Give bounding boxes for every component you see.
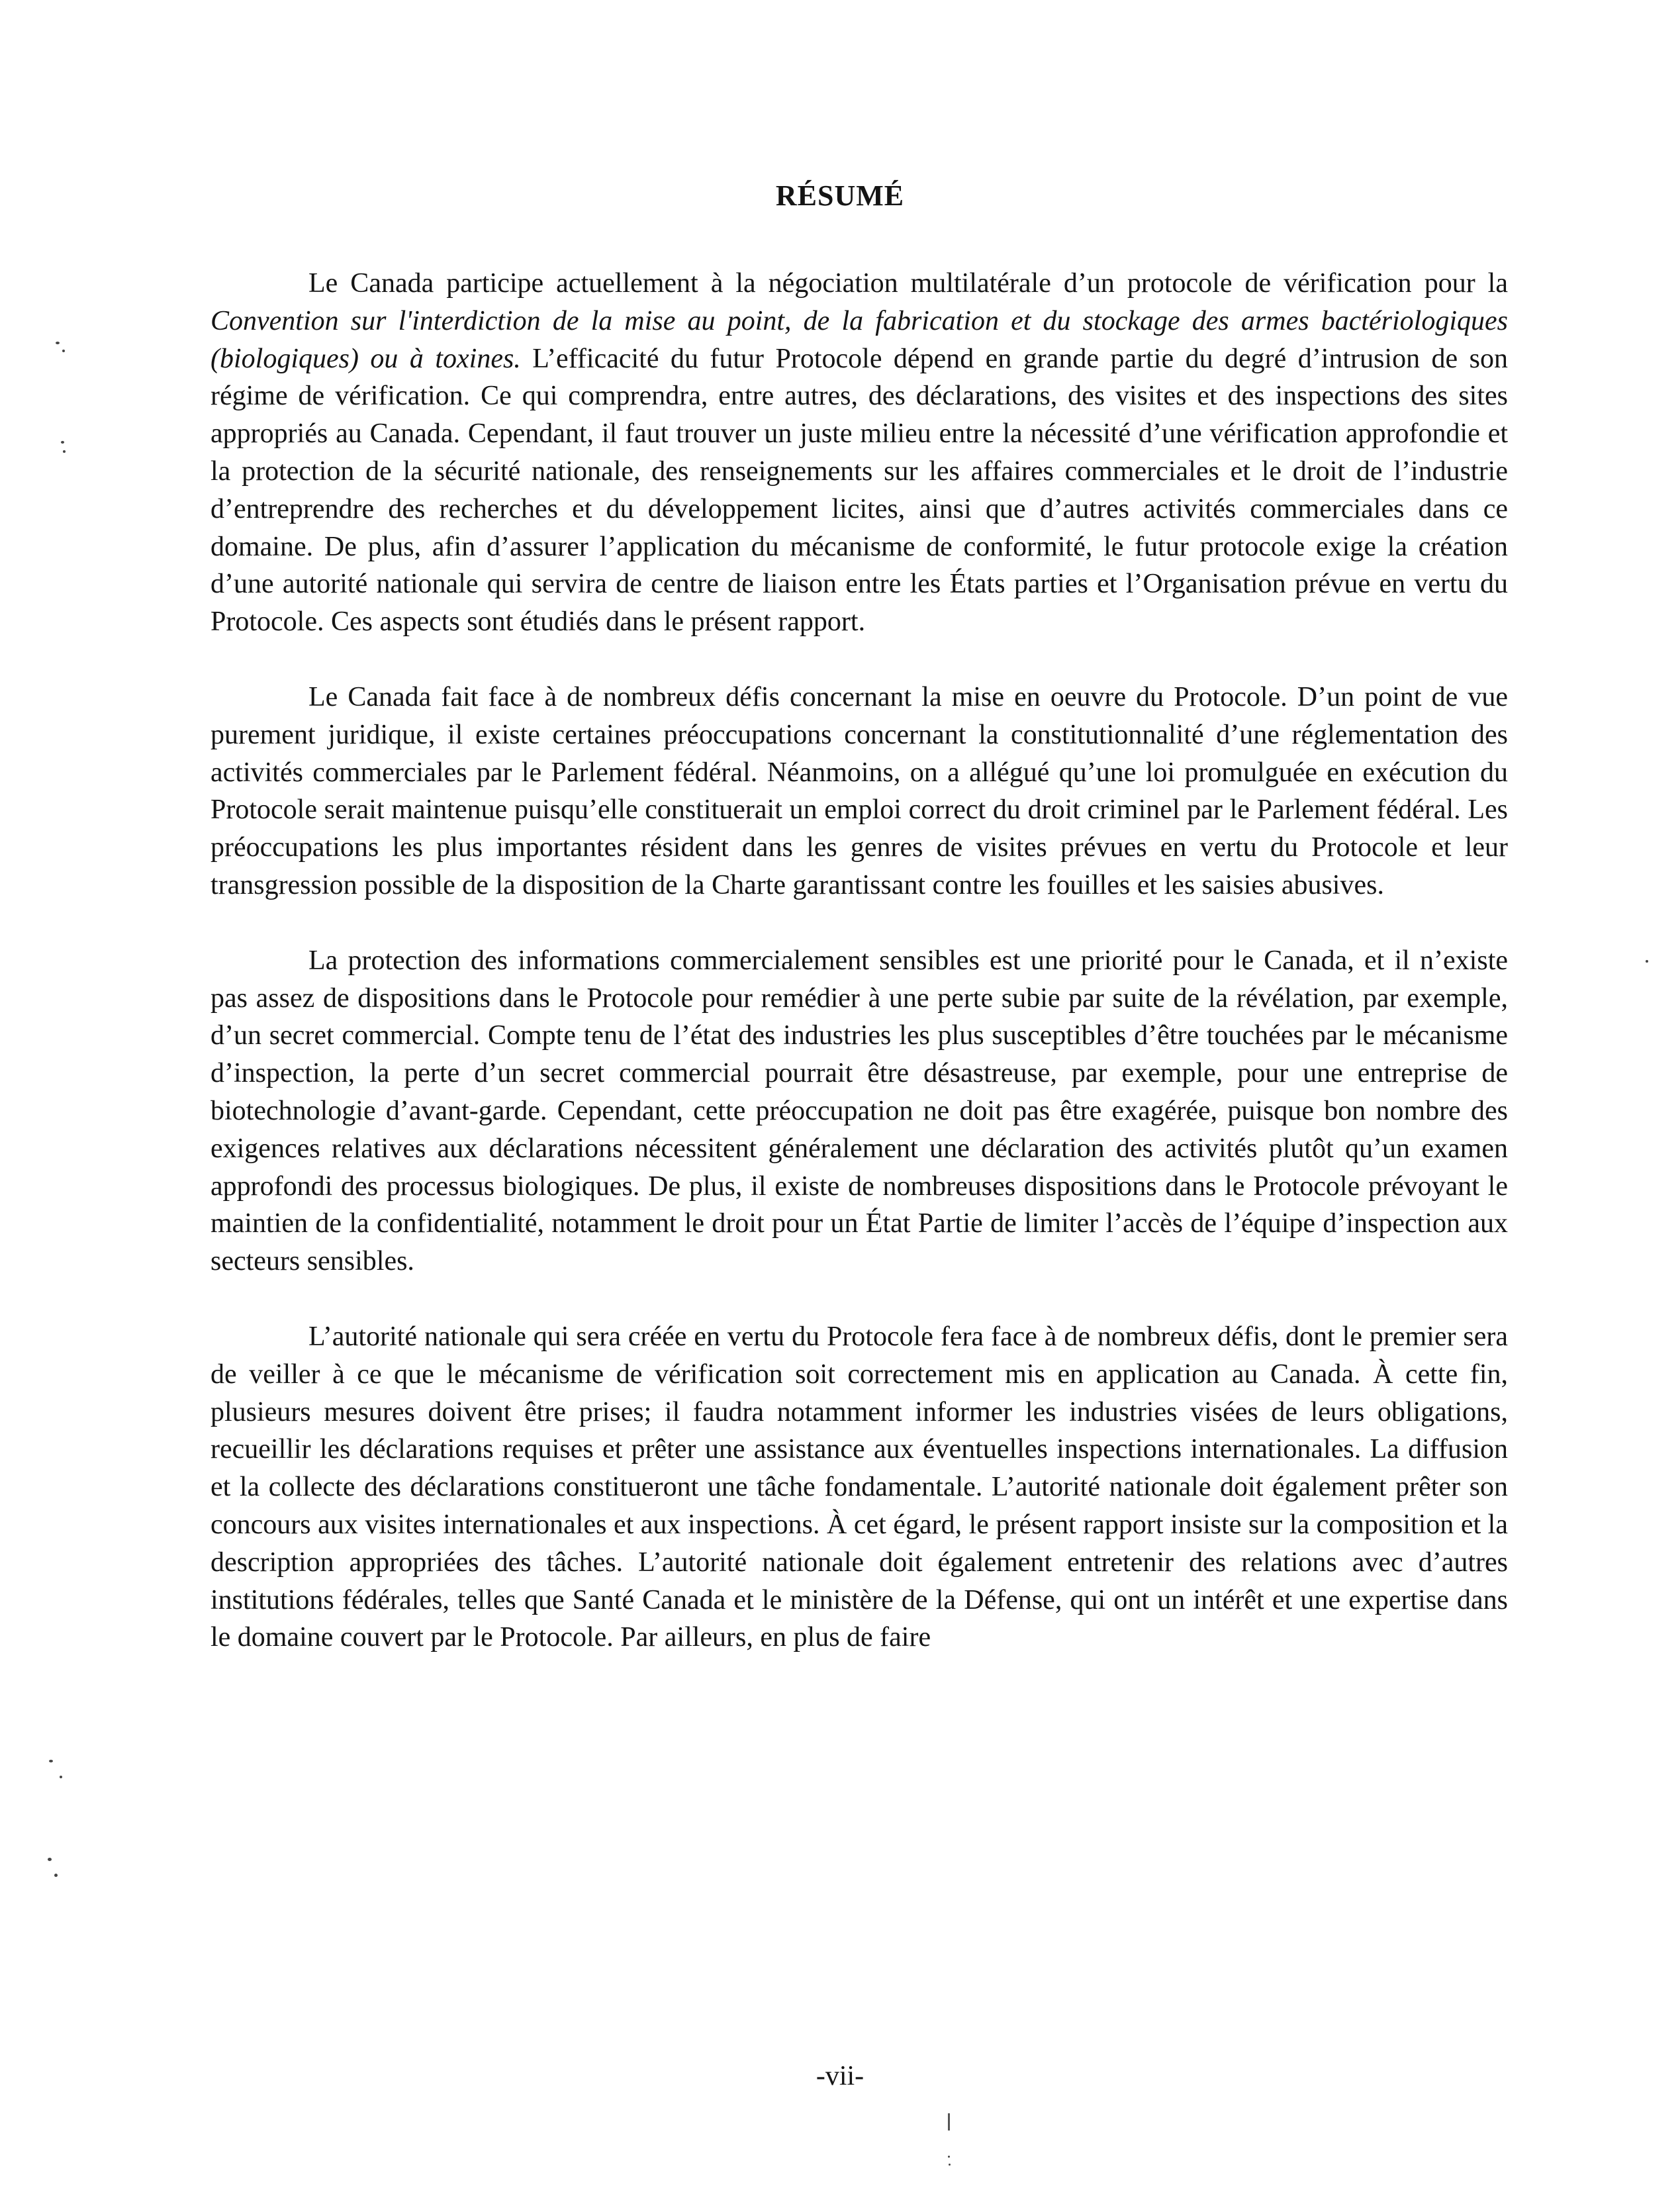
scan-speck <box>61 441 64 444</box>
paragraph-1-lead: Le Canada participe actuellement à la négociation multilatérale d’un protocole de vérification pour la <box>308 268 1508 299</box>
scan-speck <box>49 1760 53 1762</box>
scan-speck <box>949 2164 951 2166</box>
scan-speck <box>56 342 60 344</box>
paragraph-1 <box>210 265 1508 641</box>
convention-title: Convention sur l'interdiction de la mise au point, de la fabrication et du stockage des armes bactériologiques (biologiques) ou à toxines. <box>210 305 1508 374</box>
paragraph-3: La protection des informations commercialement sensibles est une priorité pour le Canada, et il n’existe pas assez de dispositions dans le Protocole pour remédier à une perte subie par suite de la révélation, par exemple, d’un secret commercial. Compte tenu de l’état des industries les plus susceptibles d’être touchées par le mécanisme d’inspection, la perte d’un secret commercial pourrait être désastreuse, par exemple, pour une entreprise de biotechnologie d’avant-garde. Cependant, cette préoccupation ne doit pas être exagérée, puisque bon nombre des exigences relatives aux déclarations nécessitent généralement une déclaration des activités plutôt qu’un examen approfondi des processus biologiques. De plus, il existe de nombreuses dispositions dans le Protocole prévoyant le maintien de la confidentialité, notamment le droit pour un État Partie de limiter l’accès de l’équipe d’inspection aux secteurs sensibles. <box>210 945 1508 1277</box>
document-body <box>210 265 1508 1694</box>
paragraph-2: Le Canada fait face à de nombreux défis concernant la mise en oeuvre du Protocole. D’un point de vue purement juridique, il existe certaines préoccupations concernant la constitutionnalité d’une réglementation des activités commerciales par le Parlement fédéral. Néanmoins, on a allégué qu’une loi promulguée en exécution du Protocole serait maintenue puisqu’elle constituerait un emploi correct du droit criminel par le Parlement fédéral. Les préoccupations les plus importantes résident dans les genres de visites prévues en vertu du Protocole et leur transgression possible de la disposition de la Charte garantissant contre les fouilles et les saisies abusives. <box>210 681 1508 900</box>
scan-mark <box>948 2113 950 2131</box>
paragraph-4: L’autorité nationale qui sera créée en vertu du Protocole fera face à de nombreux défis, dont le premier sera de veiller à ce que le mécanisme de vérification soit correctement mis en application au Canada. À cette fin, plusieurs mesures doivent être prises; il faudra notamment informer les industries visées de leurs obligations, recueillir les déclarations requises et prêter une assistance aux éventuelles inspections internationales. La diffusion et la collecte des déclarations constitueront une tâche fondamentale. L’autorité nationale doit également prêter son concours aux visites internationales et aux inspections. À cet égard, le présent rapport insiste sur la composition et la description appropriées des tâches. L’autorité nationale doit également entretenir des relations avec d’autres institutions fédérales, telles que Santé Canada et le ministère de la Défense, qui ont un intérêt et une expertise dans le domaine couvert par le Protocole. Par ailleurs, en plus de faire <box>210 1321 1508 1653</box>
scan-speck <box>63 450 66 453</box>
scan-speck <box>62 350 65 352</box>
scan-speck <box>60 1776 62 1778</box>
scan-speck <box>48 1858 52 1861</box>
scan-speck <box>54 1874 58 1877</box>
scan-speck <box>1646 960 1648 963</box>
page-title: RÉSUMÉ <box>775 179 905 212</box>
page-number: -vii- <box>816 2061 864 2091</box>
scan-speck <box>948 2156 950 2158</box>
paragraph-1-rest: L’efficacité du futur Protocole dépend en grande partie du degré d’intrusion de son régime de vérification. Ce qui comprendra, entre autres, des déclarations, des visites et des inspections des sites appropriés au Canada. Cependant, il faut trouver un juste milieu entre la nécessité d’une vérification approfondie et la protection de la sécurité nationale, des renseignements sur les affaires commerciales et le droit de l’industrie d’entreprendre des recherches et du développement licites, ainsi que d’autres activités commerciales dans ce domaine. De plus, afin d’assurer l’application du mécanisme de conformité, le futur protocole exige la création d’une autorité nationale qui servira de centre de liaison entre les États parties et l’Organisation prévue en vertu du Protocole. Ces aspects sont étudiés dans le présent rapport. <box>210 343 1508 638</box>
